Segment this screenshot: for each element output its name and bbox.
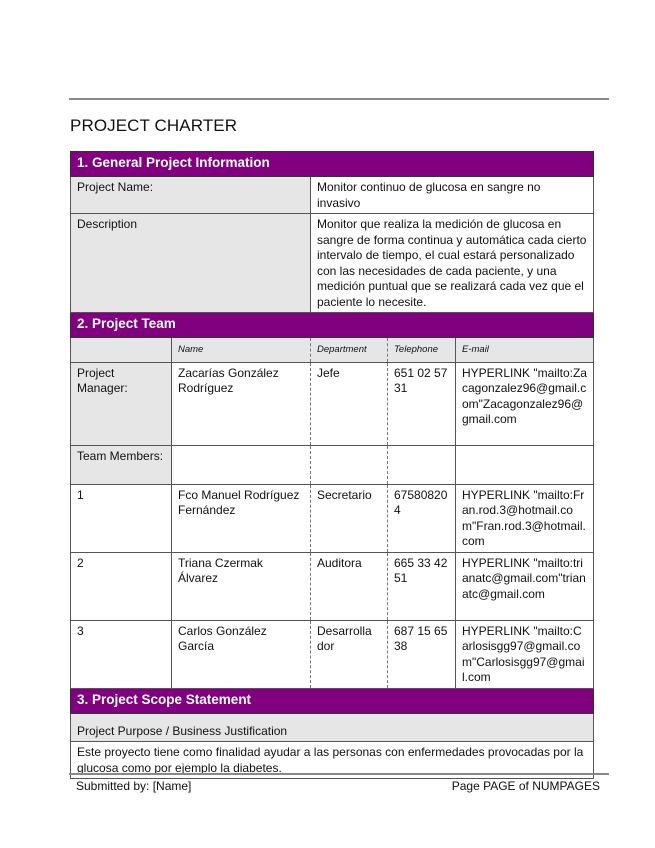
member-telephone: 687 15 65 38: [388, 620, 456, 688]
team-header-row: [71, 338, 594, 363]
member-department: Auditora: [311, 552, 388, 620]
member-telephone: 675808204: [388, 484, 456, 552]
member-number: 3: [71, 620, 172, 688]
purpose-label-row: [71, 713, 594, 742]
header-rule: [69, 98, 609, 100]
submitted-by: Submitted by: [Name]: [76, 779, 192, 793]
project-name-label: Project Name:: [71, 177, 311, 214]
col-name-header: Name: [172, 338, 311, 363]
charter-table: [70, 151, 593, 779]
description-value: Monitor que realiza la medición de glucosa en sangre de forma continua y automática cada cierto intervalo de tiempo, el cual estará personalizado con las necesidades de cada paciente, y una medición puntual que se realizará cada vez que el paciente lo necesite.: [311, 214, 594, 313]
page-number: Page PAGE of NUMPAGES: [451, 779, 600, 793]
description-label: Description: [71, 214, 311, 313]
table-row: [71, 484, 594, 552]
col-telephone-header: Telephone: [388, 338, 456, 363]
team-members-label: Team Members:: [71, 445, 172, 484]
member-name: Triana Czermak Álvarez: [172, 552, 311, 620]
description-row: [71, 214, 594, 313]
pm-email: HYPERLINK "mailto:Zacagonzalez96@gmail.com"Zacagonzalez96@gmail.com: [456, 362, 594, 445]
team-members-row: [71, 445, 594, 484]
member-email: HYPERLINK "mailto:trianatc@gmail.com"trianatc@gmail.com: [456, 552, 594, 620]
member-department: Desarrolla dor: [311, 620, 388, 688]
section-header-team: 2. Project Team: [71, 313, 594, 338]
pm-telephone: 651 02 57 31: [388, 362, 456, 445]
table-row: [71, 552, 594, 620]
member-telephone: 665 33 42 51: [388, 552, 456, 620]
purpose-text: Este proyecto tiene como finalidad ayudar a las personas con enfermedades provocadas por la glucosa como por ejemplo la diabetes.: [71, 742, 594, 779]
table-row: [71, 620, 594, 688]
pm-department: Jefe: [311, 362, 388, 445]
purpose-label: Project Purpose / Business Justification: [71, 713, 594, 742]
page-title: PROJECT CHARTER: [70, 116, 238, 135]
col-email-header: E-mail: [456, 338, 594, 363]
project-name-row: [71, 177, 594, 214]
member-number: 2: [71, 552, 172, 620]
member-email: HYPERLINK "mailto:Fran.rod.3@hotmail.com"Fran.rod.3@hotmail.com: [456, 484, 594, 552]
member-email: HYPERLINK "mailto:Carlosisgg97@gmail.com"Carlosisgg97@gmail.com: [456, 620, 594, 688]
project-manager-row: [71, 362, 594, 445]
member-name: Fco Manuel Rodríguez Fernández: [172, 484, 311, 552]
member-number: 1: [71, 484, 172, 552]
project-name-value: Monitor continuo de glucosa en sangre no invasivo: [311, 177, 594, 214]
footer-rule: [69, 773, 609, 775]
project-manager-label: Project Manager:: [71, 362, 172, 445]
section-header-general: 1. General Project Information: [71, 152, 594, 177]
section-header-scope: 3. Project Scope Statement: [71, 688, 594, 713]
member-name: Carlos González García: [172, 620, 311, 688]
col-department-header: Department: [311, 338, 388, 363]
pm-name: Zacarías González Rodríguez: [172, 362, 311, 445]
member-department: Secretario: [311, 484, 388, 552]
